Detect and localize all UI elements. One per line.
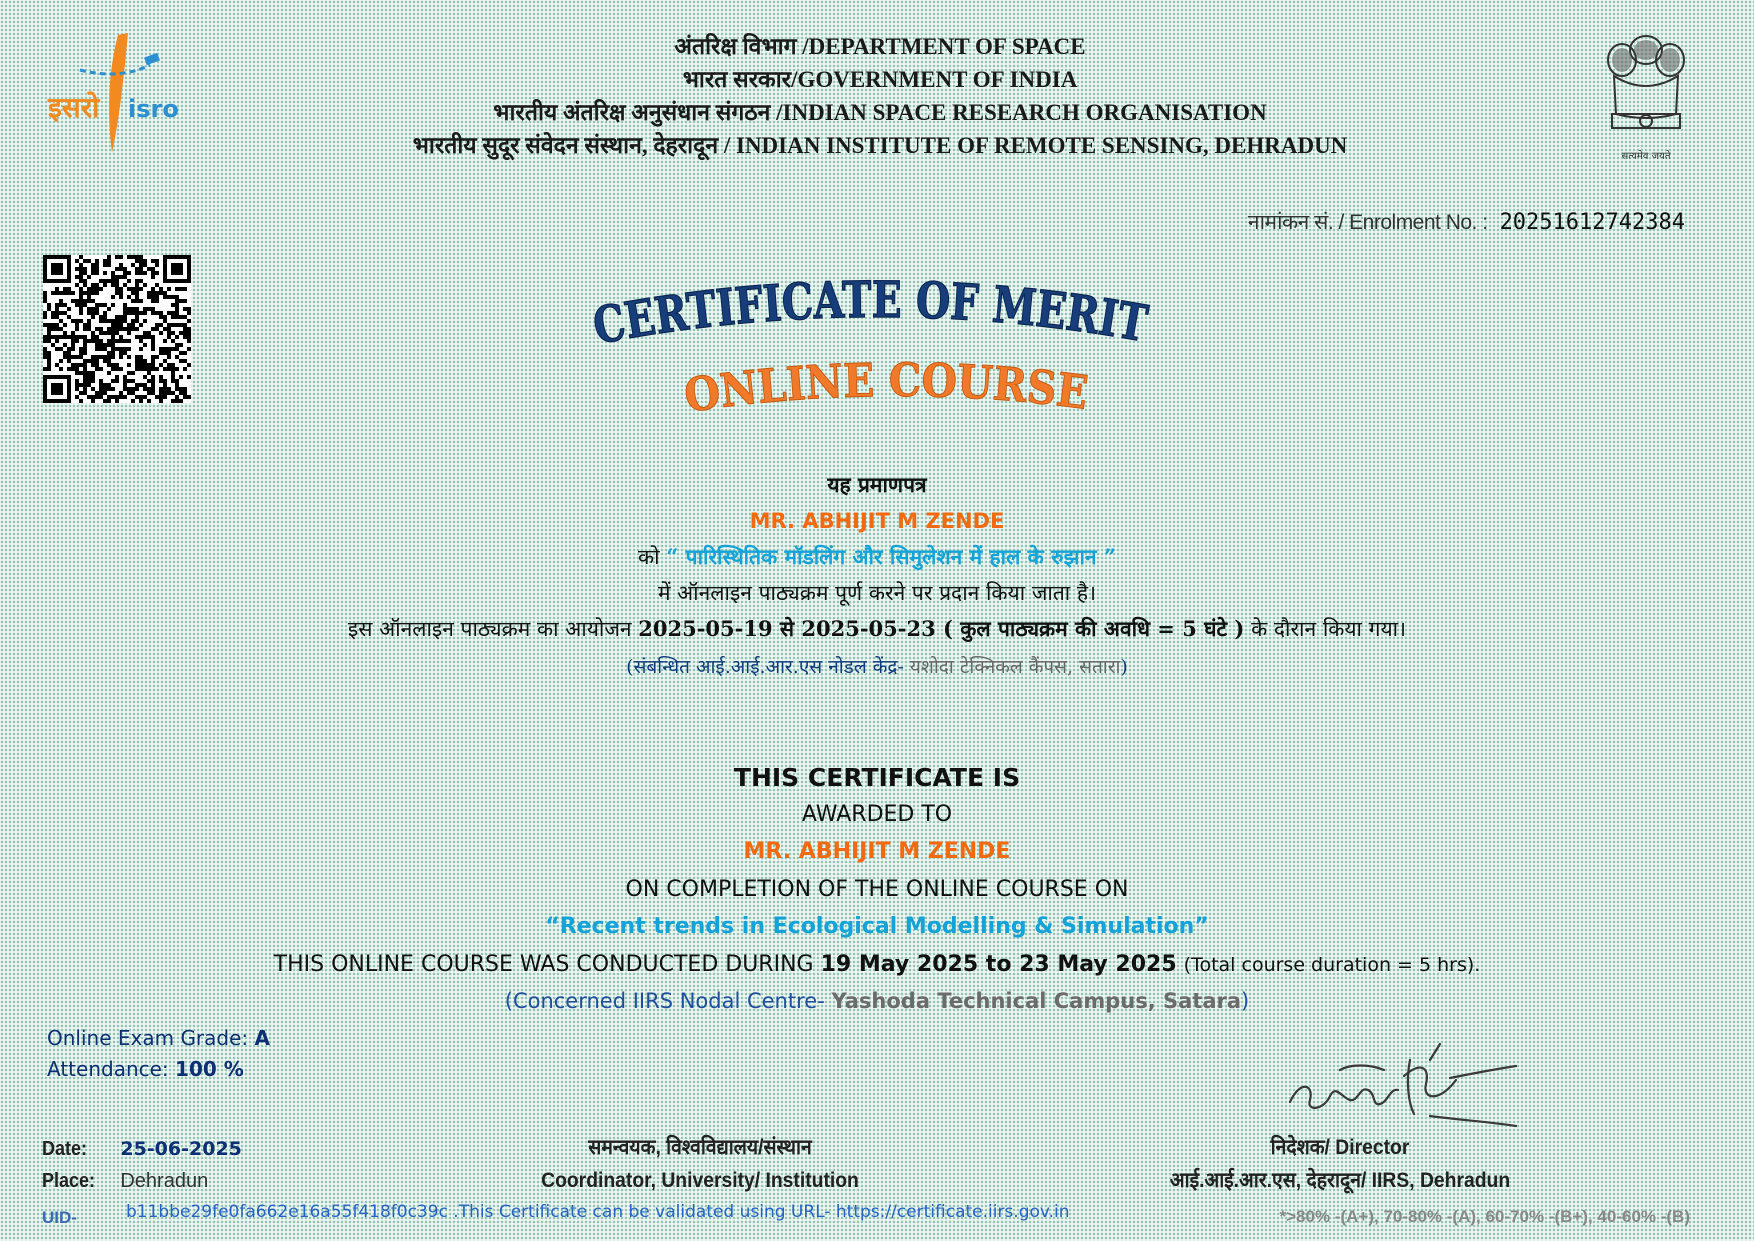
- emblem-motto: सत्यमेव जयते: [1621, 151, 1671, 162]
- hindi-nodal-prefix: (संबन्धित आई.आई.आर.एस नोडल केंद्र-: [626, 656, 904, 678]
- director-title: निदेशक/ Director: [1270, 1136, 1410, 1159]
- english-heading: THIS CERTIFICATE IS: [733, 763, 1021, 792]
- exam-grade-value: A: [254, 1026, 270, 1050]
- header-line-iirs: भारतीय सुदूर संवेदन संस्थान, देहरादून / INDIAN INSTITUTE OF REMOTE SENSING, DEHRADUN: [412, 133, 1348, 158]
- hindi-nodal-line: [0, 651, 1754, 683]
- svg-text:CERTIFICATE OF MERIT: [588, 272, 1160, 352]
- english-course-title: “Recent trends in Ecological Modelling & Simulation”: [545, 914, 1209, 939]
- date-label: Date:: [42, 1138, 88, 1160]
- hindi-intro: यह प्रमाणपत्र: [827, 472, 927, 497]
- english-conducted-line: [0, 946, 1754, 984]
- grade-scale: *>80% -(A+), 70-80% -(A), 60-70% -(B+), 40-60% -(B): [1279, 1207, 1690, 1226]
- certificate-title-text: CERTIFICATE OF MERIT: [588, 272, 1160, 352]
- isro-logo-flame: [109, 33, 128, 153]
- english-nodal-line: [0, 983, 1754, 1020]
- place-row: [42, 1165, 242, 1197]
- coordinator-block: [490, 1131, 910, 1197]
- english-conducted-duration: (Total course duration = 5 hrs).: [1183, 954, 1481, 976]
- english-nodal-prefix: (Concerned IIRS Nodal Centre-: [504, 989, 825, 1013]
- isro-logo-text-hi: इसरो: [48, 91, 100, 124]
- lion-capital-icon: [1600, 26, 1692, 146]
- certificate-subtitle: [677, 352, 1117, 422]
- isro-logo-text-en: isro: [128, 95, 179, 123]
- date-row: [42, 1133, 242, 1165]
- attendance-value: 100 %: [175, 1057, 244, 1081]
- exam-grade-row: [47, 1023, 270, 1054]
- director-signature: [1280, 1040, 1520, 1130]
- header-line-department: अंतरिक्ष विभाग /DEPARTMENT OF SPACE: [674, 34, 1086, 59]
- grades-block: [47, 1023, 270, 1085]
- english-course-line: [0, 908, 1754, 945]
- coordinator-title-hi: समन्वयक, विश्वविद्यालय/संस्थान: [588, 1136, 812, 1159]
- qr-code: [43, 255, 191, 403]
- hindi-conducted-dates: 2025-05-19 से 2025-05-23 ( कुल पाठ्यक्रम की अवधि = 5 घंटे ): [638, 616, 1245, 641]
- english-conducted-dates: 19 May 2025 to 23 May 2025: [820, 952, 1177, 977]
- english-awarded: AWARDED TO: [801, 802, 953, 827]
- english-nodal-suffix: ): [1241, 989, 1250, 1013]
- date-value: 25-06-2025: [120, 1138, 242, 1160]
- attendance-row: [47, 1054, 270, 1085]
- national-emblem: [1600, 26, 1692, 164]
- place-label: Place:: [42, 1170, 96, 1192]
- enrolment-label: नामांकन सं. / Enrolment No. :: [1247, 211, 1488, 234]
- hindi-recipient-name: [0, 503, 1754, 539]
- hindi-nodal-suffix: ): [1120, 656, 1128, 678]
- header-line-isro: भारतीय अंतरिक्ष अनुसंधान संगठन /INDIAN SPACE RESEARCH ORGANISATION: [493, 100, 1267, 125]
- hindi-course-title: “ पारिस्थितिक मॉडलिंग और सिमुलेशन में हाल के रुझान ”: [666, 544, 1116, 569]
- isro-logo-satellite: [144, 53, 160, 65]
- issuer-header: [330, 30, 1430, 162]
- coordinator-title-en: Coordinator, University/ Institution: [541, 1169, 859, 1192]
- hindi-ko: को: [638, 545, 660, 569]
- exam-grade-label: Online Exam Grade:: [47, 1026, 249, 1050]
- english-recipient-name: [0, 833, 1754, 870]
- hindi-course-line: [0, 539, 1754, 575]
- place-value: Dehradun: [120, 1170, 209, 1192]
- hindi-conducted-prefix: इस ऑनलाइन पाठ्यक्रम का आयोजन: [347, 617, 632, 641]
- svg-text:ONLINE COURSE: [681, 352, 1096, 422]
- enrolment-number: [1100, 208, 1685, 236]
- english-conducted-prefix: THIS ONLINE COURSE WAS CONDUCTED DURING: [273, 952, 814, 977]
- hindi-completion: में ऑनलाइन पाठ्यक्रम पूर्ण करने पर प्रदान किया जाता है।: [657, 581, 1097, 605]
- date-place-block: [42, 1133, 242, 1197]
- certificate-subtitle-text: ONLINE COURSE: [681, 352, 1096, 422]
- isro-logo: [40, 25, 190, 155]
- hindi-conducted-suffix: के दौरान किया गया।: [1251, 617, 1407, 641]
- uid-label: UID-: [42, 1208, 77, 1227]
- uid-validation-text[interactable]: b11bbe29fe0fa662e16a55f418f0c39c .This Certificate can be validated using URL- https://certificate.iirs.gov.in: [126, 1202, 1070, 1222]
- attendance-label: Attendance:: [47, 1057, 169, 1081]
- header-line-government: भारत सरकार/GOVERNMENT OF INDIA: [682, 67, 1078, 92]
- english-name: MR. ABHIJIT M ZENDE: [743, 839, 1011, 864]
- english-nodal-name: Yashoda Technical Campus, Satara: [831, 989, 1242, 1013]
- director-block: [1130, 1131, 1550, 1197]
- enrolment-value: 20251612742384: [1499, 210, 1685, 235]
- english-completion: ON COMPLETION OF THE ONLINE COURSE ON: [625, 877, 1129, 902]
- hindi-conducted-line: [0, 611, 1754, 647]
- hindi-nodal-name: यशोदा टेक्निकल कैंपस, सतारा: [909, 656, 1121, 678]
- director-institute: आई.आई.आर.एस, देहरादून/ IIRS, Dehradun: [1169, 1169, 1511, 1192]
- hindi-name: MR. ABHIJIT M ZENDE: [749, 509, 1005, 533]
- certificate-title: [577, 272, 1177, 352]
